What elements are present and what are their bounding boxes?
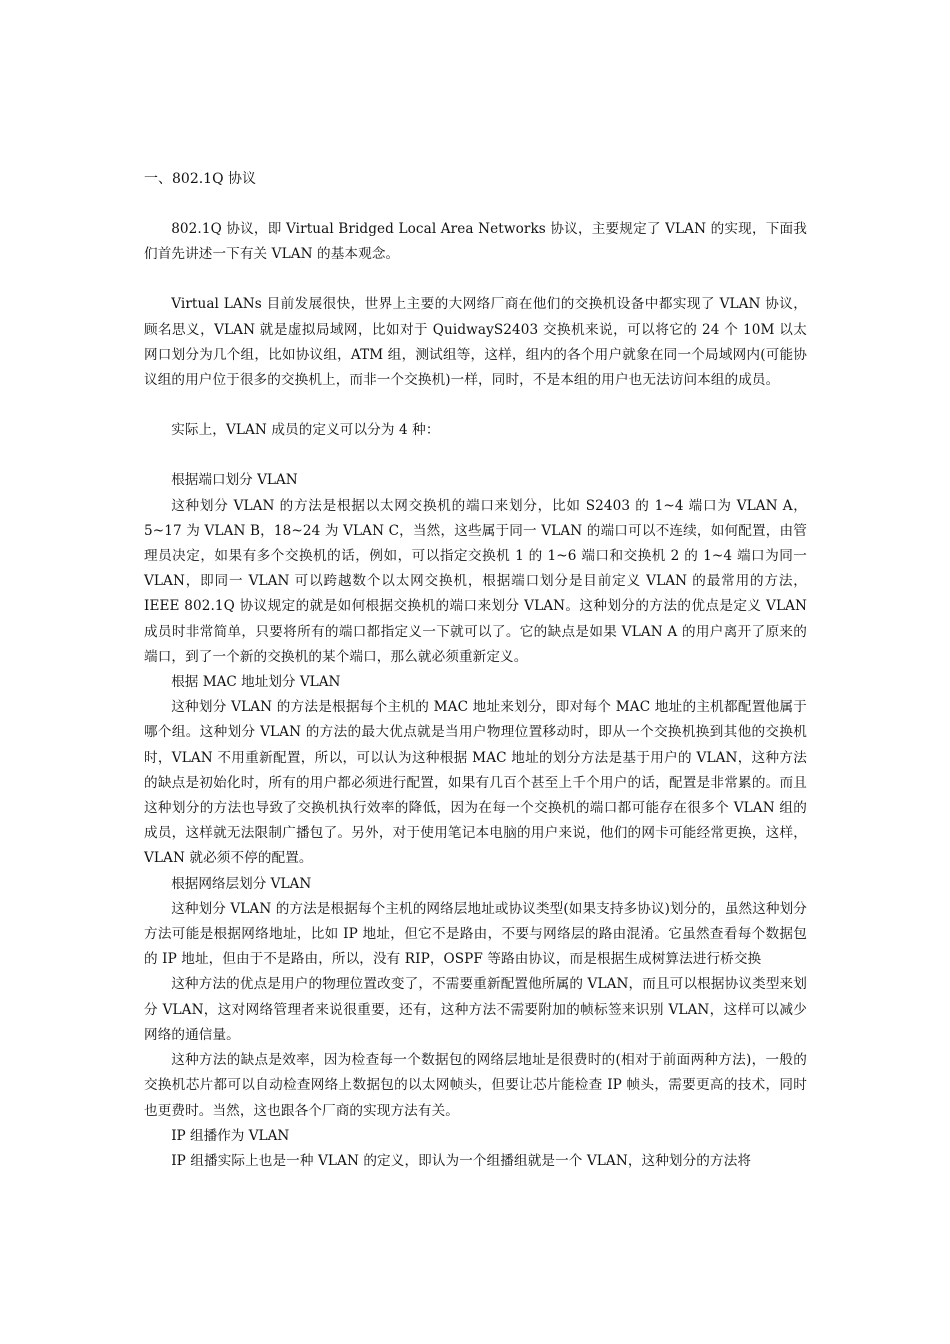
types-intro-paragraph: 实际上，VLAN 成员的定义可以分为 4 种：: [171, 422, 440, 439]
ip-multicast-vlan-title: IP 组播作为 VLAN: [171, 1127, 290, 1144]
port-vlan-body: 这种划分 VLAN 的方法是根据以太网交换机的端口来划分，比如 S2403 的 1~4 端口为 VLAN A，5~17 为 VLAN B，18~24 为 VLAN C，当然，这些属于同一 VLAN 的端口可以不连续，如何配置，由管理员决定，如果有多个交换机的话，例如，可以指定交换机 1 的 1~6 端口和交换机 2 的 1~4 端口为同一 VLAN，即同一 VLAN 可以跨越数个以太网交换机，根据端口划分是目前定义 VLAN 的最常用的方法，IEEE 802.1Q 协议规定的就是如何根据交换机的端口来划分 VLAN。这种划分的方法的优点是定义 VLAN 成员时非常简单，只要将所有的端口都指定义一下就可以了。它的缺点是如果 VLAN A 的用户离开了原来的端口，到了一个新的交换机的某个端口，那么就必须重新定义。: [144, 497, 807, 665]
mac-vlan-body: 这种划分 VLAN 的方法是根据每个主机的 MAC 地址来划分，即对每个 MAC 地址的主机都配置他属于哪个组。这种划分 VLAN 的方法的最大优点就是当用户物理位置移动时，即从一个交换机换到其他的交换机时，VLAN 不用重新配置，所以，可以认为这种根据 MAC 地址的划分方法是基于用户的 VLAN，这种方法的缺点是初始化时，所有的用户都必须进行配置，如果有几百个甚至上千个用户的话，配置是非常累的。而且这种划分的方法也导致了交换机执行效率的降低，因为在每一个交换机的端口都可能存在很多个 VLAN 组的成员，这样就无法限制广播包了。另外，对于使用笔记本电脑的用户来说，他们的网卡可能经常更换，这样，VLAN 就必须不停的配置。: [144, 699, 807, 867]
section-title: 一、802.1Q 协议: [144, 171, 257, 187]
spacer: [144, 393, 807, 418]
mac-vlan-title: 根据 MAC 地址划分 VLAN: [171, 674, 341, 691]
network-vlan-body-2: 这种方法的优点是用户的物理位置改变了，不需要重新配置他所属的 VLAN，而且可以根据协议类型来划分 VLAN，这对网络管理者来说很重要，还有，这种方法不需要附加的帧标签来识别 VLAN，这样可以减少网络的通信量。: [144, 976, 807, 1043]
port-vlan-title: 根据端口划分 VLAN: [171, 472, 298, 489]
network-vlan-body-3: 这种方法的缺点是效率，因为检查每一个数据包的网络层地址是很费时的(相对于前面两种方法)，一般的交换机芯片都可以自动检查网络上数据包的以太网帧头，但要让芯片能检查 IP 帧头，需要更高的技术，同时也更费时。当然，这也跟各个厂商的实现方法有关。: [144, 1052, 807, 1119]
spacer: [144, 443, 807, 468]
network-vlan-title: 根据网络层划分 VLAN: [171, 875, 312, 892]
spacer: [144, 267, 807, 292]
intro-paragraph: 802.1Q 协议，即 Virtual Bridged Local Area Networks 协议，主要规定了 VLAN 的实现，下面我们首先讲述一下有关 VLAN 的基本观念。: [144, 221, 807, 263]
ip-multicast-vlan-body: IP 组播实际上也是一种 VLAN 的定义，即认为一个组播组就是一个 VLAN，这种划分的方法将: [171, 1152, 752, 1169]
overview-paragraph: Virtual LANs 目前发展很快，世界上主要的大网络厂商在他们的交换机设备中都实现了 VLAN 协议，顾名思义，VLAN 就是虚拟局域网，比如对于 QuidwayS2403 交换机来说，可以将它的 24 个 10M 以太网口划分为几个组，比如协议组，ATM 组，测试组等，这样，组内的各个用户就象在同一个局域网内(可能协议组的用户位于很多的交换机上，而非一个交换机)一样，同时，不是本组的用户也无法访问本组的成员。: [144, 296, 807, 389]
spacer: [144, 192, 807, 217]
network-vlan-body-1: 这种划分 VLAN 的方法是根据每个主机的网络层地址或协议类型(如果支持多协议)划分的，虽然这种划分方法可能是根据网络地址，比如 IP 地址，但它不是路由，不要与网络层的路由混淆。它虽然查看每个数据包的 IP 地址，但由于不是路由，所以，没有 RIP，OSPF 等路由协议，而是根据生成树算法进行桥交换: [144, 900, 807, 968]
document-page: [144, 166, 807, 1174]
